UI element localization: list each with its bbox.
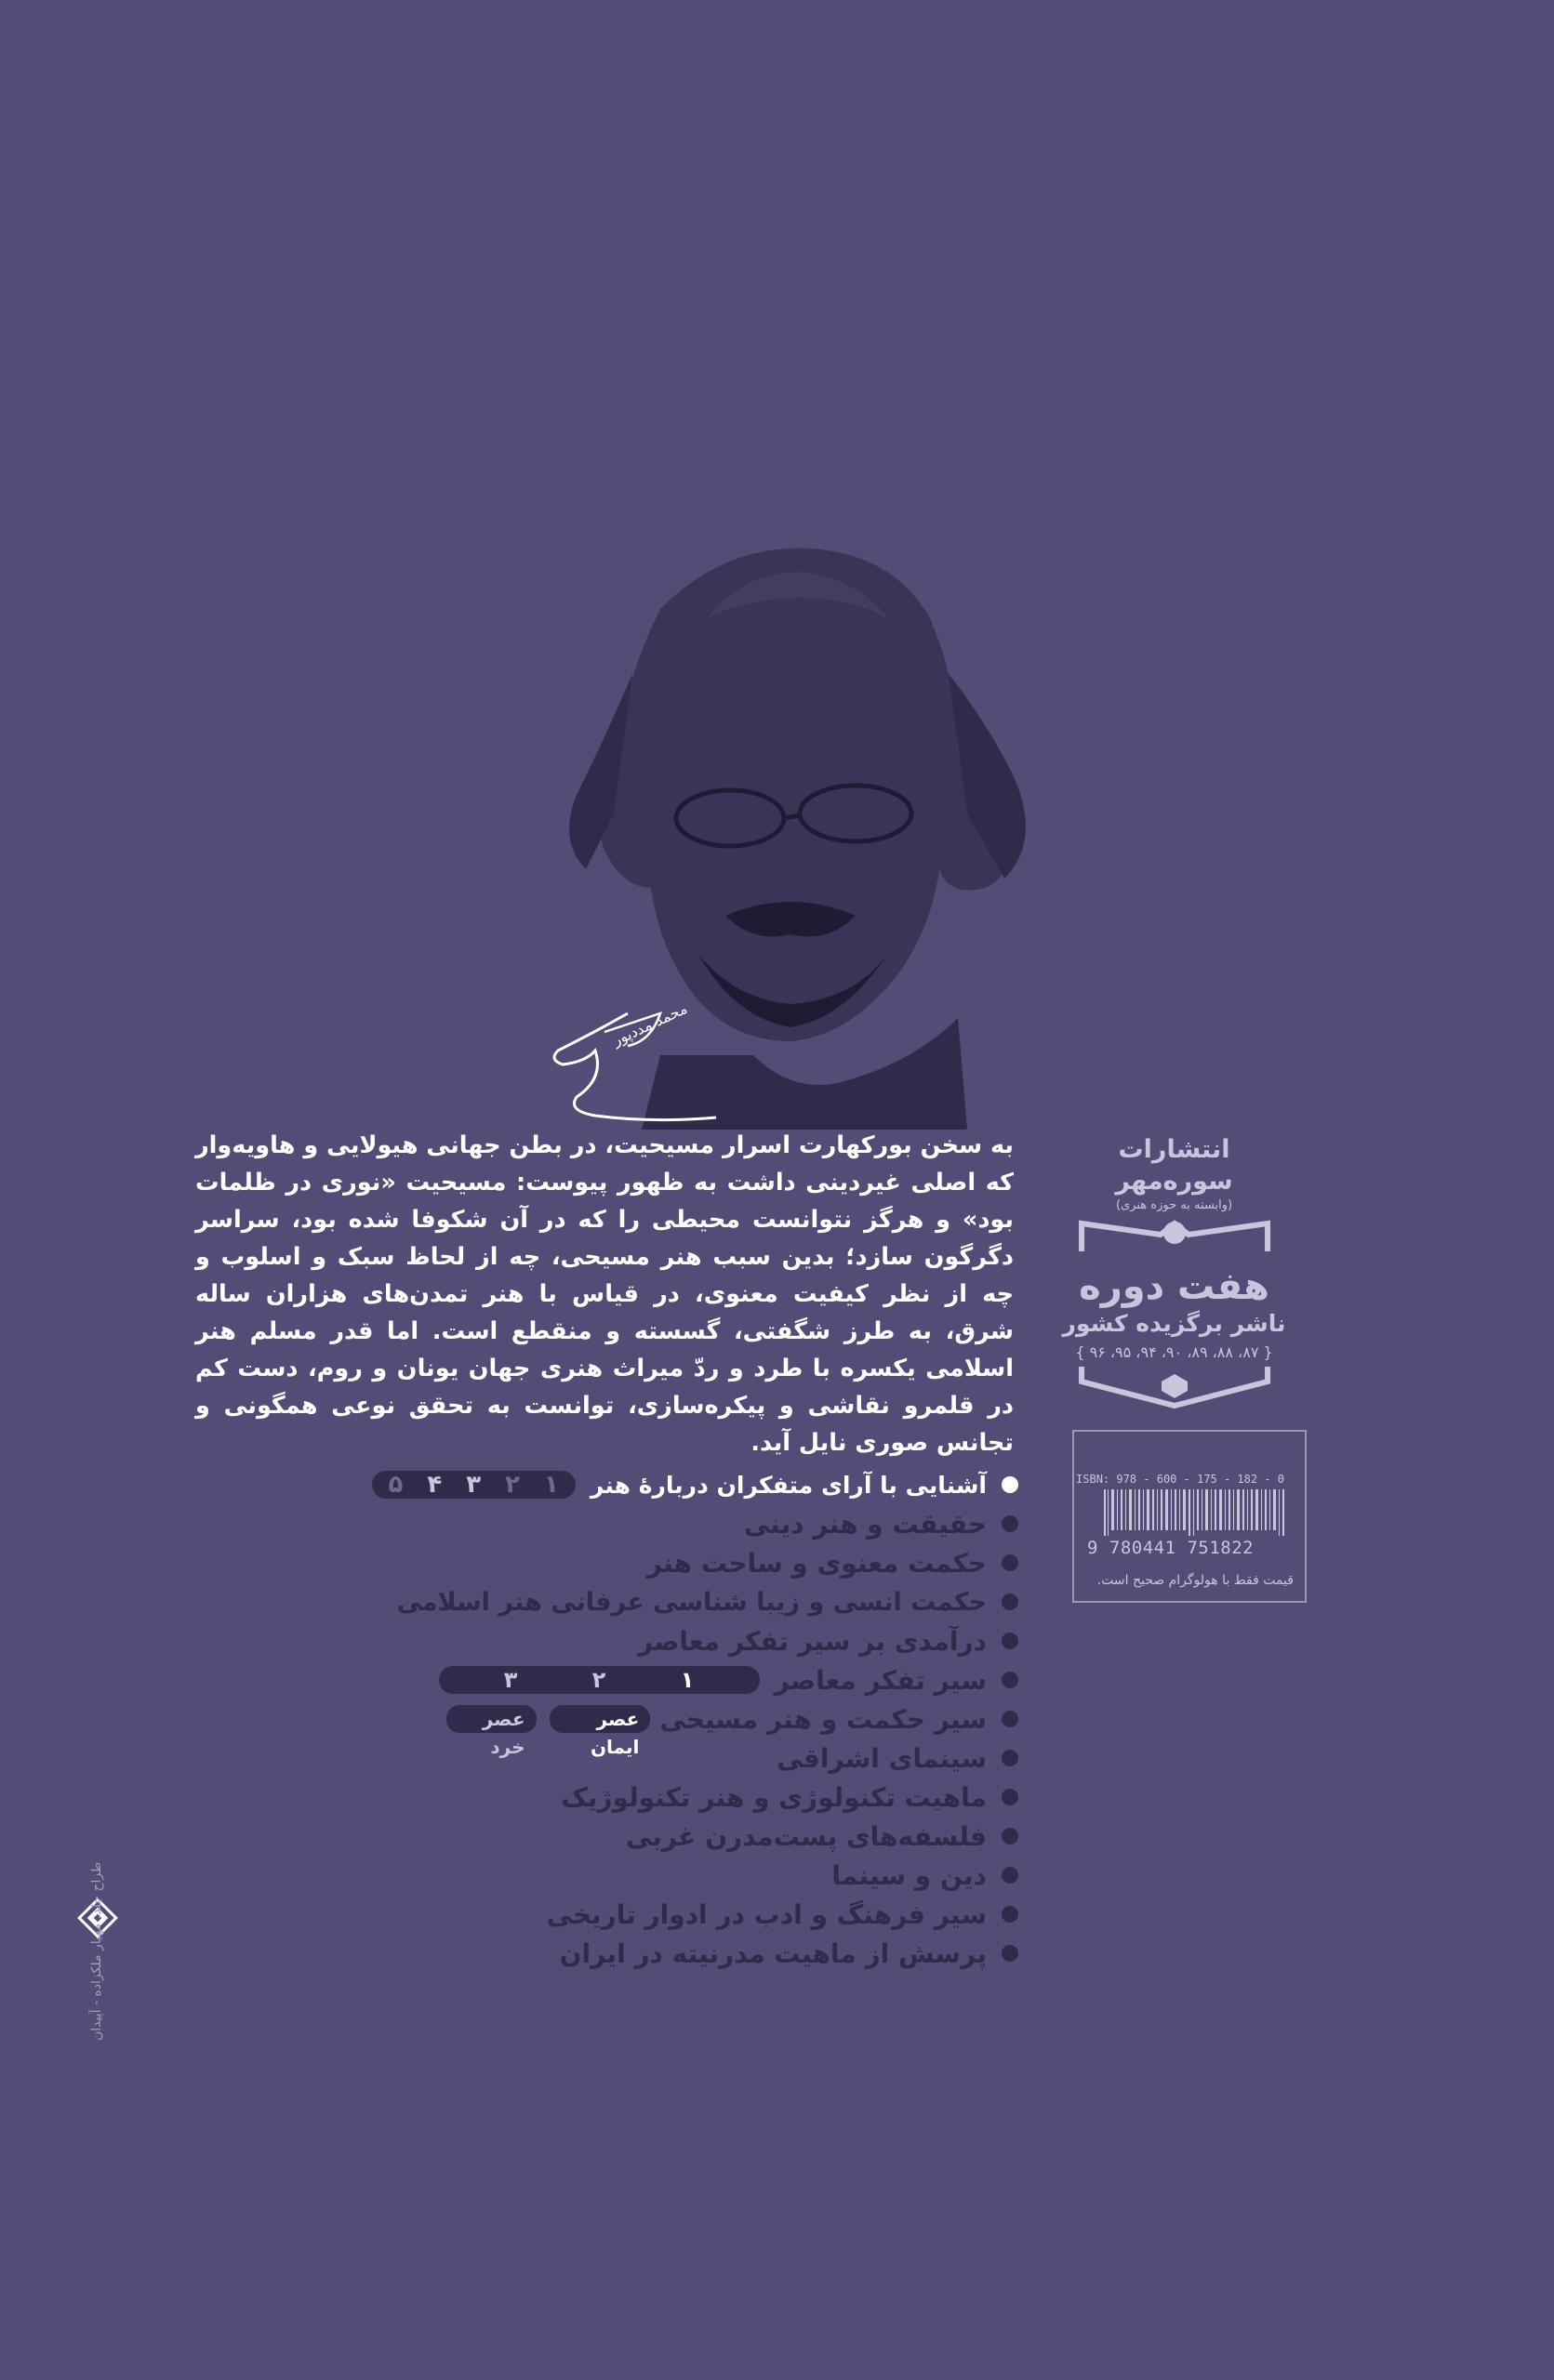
volume-number: ۲ (591, 1667, 606, 1693)
list-item (446, 1817, 1018, 1856)
bullet-icon (1002, 1750, 1018, 1766)
series-title: سیر تفکر معاصر (774, 1664, 987, 1696)
isbn-text: ISBN: 978 - 600 - 175 - 182 - 0 (1076, 1473, 1284, 1486)
volume-number: ۲ (505, 1471, 521, 1499)
award-line: هفت دوره (1079, 1265, 1269, 1308)
list-item (446, 1934, 1018, 1973)
series-title: ماهیت تکنولوژی و هنر تکنولوژیک (561, 1781, 987, 1813)
list-item (446, 1621, 1018, 1660)
volume-number: ۵ (388, 1471, 404, 1499)
series-title: سیر حکمت و هنر مسیحی (659, 1703, 987, 1735)
barcode-icon (1104, 1489, 1285, 1536)
series-title: فلسفه‌های پست‌مدرن غربی (625, 1820, 987, 1852)
list-item (446, 1895, 1018, 1934)
author-signature (539, 995, 725, 1125)
series-list (388, 1465, 1018, 1973)
quote-text: به سخن بورکهارت اسرار مسیحیت، در بطن جهانی هیولایی و هاویه‌وار که اصلی غیردینی داشت به ظهور پیوست: مسیحیت «نوری در ظلمات بود» و هرگز نتوانست محیطی را که در آن شکوفا شده بود، سراسر دگرگون سازد؛ بدین سبب هنر مسیحی، چه از لحاظ سبک و اسلوب و چه از نظر کیفیت معنوی، در قیاس با هنر تمدن‌های هزاران ساله شرق، به طرز شگفتی، گسسته و منقطع است. اما قدر مسلم هنر اسلامی یکسره با طرد و ردّ میراث هنری جهان یونان و روم، دست کم در قلمرو نقاشی و پیکره‌سازی، توانست به تحقق نوعی همگونی و تجانس صوری نایل آید. (195, 1131, 1014, 1457)
series-title: آشنایی با آرای متفکران دربارهٔ هنر (590, 1471, 987, 1499)
era-tags (446, 1705, 650, 1758)
volume-number: ۴ (427, 1471, 443, 1499)
volume-bar (439, 1666, 760, 1694)
list-item (396, 1582, 1018, 1621)
bullet-icon (1002, 1867, 1018, 1884)
award-years: { ۸۷، ۸۸، ۸۹، ۹۰، ۹۴، ۹۵، ۹۶ } (1075, 1343, 1273, 1361)
bullet-icon (1002, 1554, 1018, 1571)
bullet-icon (1002, 1945, 1018, 1962)
bullet-icon (1002, 1789, 1018, 1805)
volume-number: ۱ (680, 1667, 695, 1693)
bullet-icon (1002, 1828, 1018, 1844)
bullet-icon (1002, 1906, 1018, 1923)
list-item (446, 1856, 1018, 1895)
era-tag: عصر ایمان (550, 1705, 651, 1733)
barcode-box (1072, 1430, 1307, 1603)
series-title: دین و سینما (831, 1859, 987, 1891)
publisher-block (1060, 1134, 1288, 1413)
series-title: حکمت معنوی و ساحت هنر (646, 1547, 987, 1579)
bullet-icon (1002, 1711, 1018, 1727)
list-item (388, 1465, 1018, 1504)
list-item (446, 1778, 1018, 1817)
volume-bar (372, 1471, 576, 1499)
barcode-number: 9 780441 751822 (1087, 1538, 1255, 1558)
bullet-icon (1002, 1672, 1018, 1688)
series-title: سیر فرهنگ و ادب در ادوار تاریخی (546, 1898, 987, 1930)
bullet-icon (1002, 1633, 1018, 1649)
series-title: حکمت انسی و زیبا شناسی عرفانی هنر اسلامی (396, 1587, 987, 1617)
bullet-icon (1002, 1593, 1018, 1610)
bullet-icon (1002, 1476, 1018, 1493)
era-tag: عصر خرد (446, 1705, 537, 1733)
publisher-subtitle: (وابسته به حوزه هنری) (1115, 1198, 1233, 1212)
volume-number: ۳ (466, 1471, 482, 1499)
list-item (446, 1543, 1018, 1582)
series-title: درآمدی بر سیر تفکر معاصر (637, 1625, 987, 1657)
list-item (446, 1504, 1018, 1543)
publisher-logo-icon (1072, 1214, 1277, 1261)
book-emblem-icon (1072, 1363, 1277, 1409)
series-title: سینمای اشراقی (777, 1742, 987, 1774)
list-item (446, 1660, 1018, 1699)
designer-credit: طراح جلد: مهیار ملکزاده - آپیدان (89, 1861, 104, 2041)
volume-number: ۱ (544, 1471, 559, 1499)
series-title: حقیقت و هنر دینی (743, 1508, 987, 1540)
list-item (446, 1739, 1018, 1778)
price-note: قیمت فقط با هولوگرام صحیح است. (1096, 1573, 1294, 1588)
award-subline: ناشر برگزیده کشور (1062, 1310, 1286, 1337)
series-title: پرسش از ماهیت مدرنیته در ایران (559, 1937, 987, 1969)
volume-number: ۳ (503, 1667, 518, 1693)
publisher-name: انتشارات سوره‌مهر (1115, 1135, 1233, 1196)
bullet-icon (1002, 1515, 1018, 1532)
signature-text: محمد مددپور (609, 998, 690, 1050)
back-cover-quote (195, 1127, 1014, 1461)
